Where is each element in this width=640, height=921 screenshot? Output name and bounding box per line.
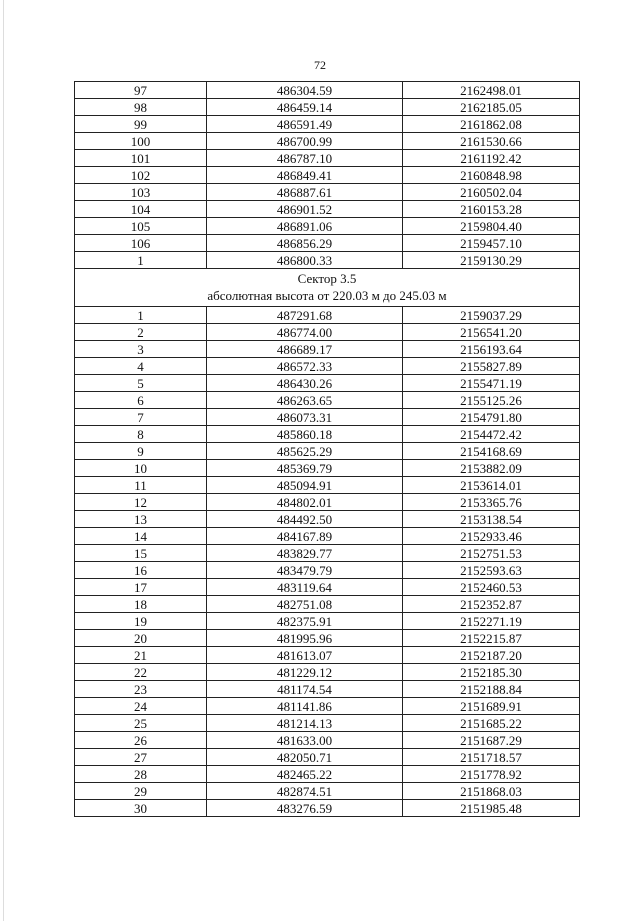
point-number-cell: 101 [75, 150, 207, 167]
point-number-cell: 19 [75, 613, 207, 630]
point-number-cell: 102 [75, 167, 207, 184]
table-row [75, 116, 580, 133]
table-row [75, 732, 580, 749]
y-coordinate-cell: 2154472.42 [403, 426, 580, 443]
sector-title: Сектор 3.5 [297, 271, 357, 286]
y-coordinate-cell: 2152751.53 [403, 545, 580, 562]
x-coordinate-cell: 485860.18 [207, 426, 403, 443]
x-coordinate-cell: 486073.31 [207, 409, 403, 426]
point-number-cell: 24 [75, 698, 207, 715]
table-row [75, 783, 580, 800]
x-coordinate-cell: 485625.29 [207, 443, 403, 460]
point-number-cell: 12 [75, 494, 207, 511]
y-coordinate-cell: 2152593.63 [403, 562, 580, 579]
point-number-cell: 11 [75, 477, 207, 494]
table-row [75, 341, 580, 358]
x-coordinate-cell: 485369.79 [207, 460, 403, 477]
x-coordinate-cell: 482375.91 [207, 613, 403, 630]
y-coordinate-cell: 2151778.92 [403, 766, 580, 783]
y-coordinate-cell: 2155471.19 [403, 375, 580, 392]
point-number-cell: 16 [75, 562, 207, 579]
y-coordinate-cell: 2161530.66 [403, 133, 580, 150]
y-coordinate-cell: 2152352.87 [403, 596, 580, 613]
x-coordinate-cell: 486459.14 [207, 99, 403, 116]
table-row [75, 613, 580, 630]
x-coordinate-cell: 487291.68 [207, 307, 403, 324]
table-row [75, 392, 580, 409]
table-row [75, 630, 580, 647]
table-row [75, 494, 580, 511]
point-number-cell: 28 [75, 766, 207, 783]
table-row [75, 184, 580, 201]
x-coordinate-cell: 483276.59 [207, 800, 403, 817]
x-coordinate-cell: 481995.96 [207, 630, 403, 647]
x-coordinate-cell: 486689.17 [207, 341, 403, 358]
y-coordinate-cell: 2156193.64 [403, 341, 580, 358]
y-coordinate-cell: 2159037.29 [403, 307, 580, 324]
table-row [75, 426, 580, 443]
x-coordinate-cell: 486774.00 [207, 324, 403, 341]
y-coordinate-cell: 2160153.28 [403, 201, 580, 218]
y-coordinate-cell: 2162498.01 [403, 82, 580, 99]
x-coordinate-cell: 483479.79 [207, 562, 403, 579]
y-coordinate-cell: 2152460.53 [403, 579, 580, 596]
point-number-cell: 98 [75, 99, 207, 116]
y-coordinate-cell: 2153614.01 [403, 477, 580, 494]
x-coordinate-cell: 483829.77 [207, 545, 403, 562]
x-coordinate-cell: 486856.29 [207, 235, 403, 252]
table-row [75, 218, 580, 235]
y-coordinate-cell: 2159130.29 [403, 252, 580, 269]
x-coordinate-cell: 486887.61 [207, 184, 403, 201]
coordinates-table [74, 81, 580, 817]
point-number-cell: 10 [75, 460, 207, 477]
point-number-cell: 6 [75, 392, 207, 409]
y-coordinate-cell: 2161192.42 [403, 150, 580, 167]
table-row [75, 749, 580, 766]
y-coordinate-cell: 2153882.09 [403, 460, 580, 477]
y-coordinate-cell: 2151687.29 [403, 732, 580, 749]
x-coordinate-cell: 481214.13 [207, 715, 403, 732]
x-coordinate-cell: 482050.71 [207, 749, 403, 766]
y-coordinate-cell: 2152215.87 [403, 630, 580, 647]
table-row [75, 409, 580, 426]
sector-subtitle: абсолютная высота от 220.03 м до 245.03 м [207, 288, 447, 303]
table-row [75, 324, 580, 341]
table-row [75, 82, 580, 99]
point-number-cell: 103 [75, 184, 207, 201]
y-coordinate-cell: 2151985.48 [403, 800, 580, 817]
x-coordinate-cell: 481633.00 [207, 732, 403, 749]
y-coordinate-cell: 2160502.04 [403, 184, 580, 201]
point-number-cell: 97 [75, 82, 207, 99]
x-coordinate-cell: 486304.59 [207, 82, 403, 99]
table-row [75, 307, 580, 324]
point-number-cell: 15 [75, 545, 207, 562]
table-row [75, 698, 580, 715]
y-coordinate-cell: 2152187.20 [403, 647, 580, 664]
point-number-cell: 13 [75, 511, 207, 528]
table-row [75, 664, 580, 681]
coordinates-group-b [75, 307, 580, 817]
x-coordinate-cell: 481141.86 [207, 698, 403, 715]
x-coordinate-cell: 481613.07 [207, 647, 403, 664]
table-row [75, 99, 580, 116]
point-number-cell: 99 [75, 116, 207, 133]
point-number-cell: 7 [75, 409, 207, 426]
y-coordinate-cell: 2154791.80 [403, 409, 580, 426]
point-number-cell: 1 [75, 307, 207, 324]
table-row [75, 375, 580, 392]
scan-edge [3, 0, 4, 921]
table-row [75, 358, 580, 375]
point-number-cell: 26 [75, 732, 207, 749]
x-coordinate-cell: 481174.54 [207, 681, 403, 698]
table-row [75, 460, 580, 477]
x-coordinate-cell: 484492.50 [207, 511, 403, 528]
x-coordinate-cell: 481229.12 [207, 664, 403, 681]
point-number-cell: 3 [75, 341, 207, 358]
x-coordinate-cell: 482874.51 [207, 783, 403, 800]
y-coordinate-cell: 2160848.98 [403, 167, 580, 184]
table-row [75, 562, 580, 579]
table-row [75, 647, 580, 664]
x-coordinate-cell: 486891.06 [207, 218, 403, 235]
x-coordinate-cell: 484167.89 [207, 528, 403, 545]
table-row [75, 681, 580, 698]
table-row [75, 715, 580, 732]
page-number: 72 [314, 58, 326, 72]
point-number-cell: 104 [75, 201, 207, 218]
point-number-cell: 25 [75, 715, 207, 732]
point-number-cell: 23 [75, 681, 207, 698]
y-coordinate-cell: 2152933.46 [403, 528, 580, 545]
table-row [75, 133, 580, 150]
x-coordinate-cell: 486430.26 [207, 375, 403, 392]
table-row [75, 579, 580, 596]
x-coordinate-cell: 482465.22 [207, 766, 403, 783]
table-row [75, 766, 580, 783]
point-number-cell: 29 [75, 783, 207, 800]
y-coordinate-cell: 2153138.54 [403, 511, 580, 528]
x-coordinate-cell: 486591.49 [207, 116, 403, 133]
point-number-cell: 21 [75, 647, 207, 664]
point-number-cell: 9 [75, 443, 207, 460]
point-number-cell: 100 [75, 133, 207, 150]
table-row [75, 528, 580, 545]
x-coordinate-cell: 482751.08 [207, 596, 403, 613]
y-coordinate-cell: 2151689.91 [403, 698, 580, 715]
point-number-cell: 14 [75, 528, 207, 545]
x-coordinate-cell: 486849.41 [207, 167, 403, 184]
x-coordinate-cell: 486787.10 [207, 150, 403, 167]
y-coordinate-cell: 2159457.10 [403, 235, 580, 252]
point-number-cell: 27 [75, 749, 207, 766]
y-coordinate-cell: 2159804.40 [403, 218, 580, 235]
point-number-cell: 106 [75, 235, 207, 252]
y-coordinate-cell: 2161862.08 [403, 116, 580, 133]
point-number-cell: 30 [75, 800, 207, 817]
table-row [75, 800, 580, 817]
table-row [75, 252, 580, 269]
point-number-cell: 18 [75, 596, 207, 613]
point-number-cell: 22 [75, 664, 207, 681]
y-coordinate-cell: 2162185.05 [403, 99, 580, 116]
table-row [75, 477, 580, 494]
y-coordinate-cell: 2152185.30 [403, 664, 580, 681]
table-row [75, 167, 580, 184]
table-row [75, 443, 580, 460]
x-coordinate-cell: 486901.52 [207, 201, 403, 218]
y-coordinate-cell: 2152271.19 [403, 613, 580, 630]
table-row [75, 545, 580, 562]
x-coordinate-cell: 486700.99 [207, 133, 403, 150]
y-coordinate-cell: 2151685.22 [403, 715, 580, 732]
y-coordinate-cell: 2152188.84 [403, 681, 580, 698]
point-number-cell: 1 [75, 252, 207, 269]
y-coordinate-cell: 2151868.03 [403, 783, 580, 800]
y-coordinate-cell: 2151718.57 [403, 749, 580, 766]
point-number-cell: 105 [75, 218, 207, 235]
x-coordinate-cell: 486800.33 [207, 252, 403, 269]
sector-header-cell [75, 269, 580, 307]
point-number-cell: 2 [75, 324, 207, 341]
table-row [75, 201, 580, 218]
point-number-cell: 5 [75, 375, 207, 392]
point-number-cell: 20 [75, 630, 207, 647]
x-coordinate-cell: 486572.33 [207, 358, 403, 375]
point-number-cell: 8 [75, 426, 207, 443]
y-coordinate-cell: 2153365.76 [403, 494, 580, 511]
y-coordinate-cell: 2155827.89 [403, 358, 580, 375]
table-row [75, 596, 580, 613]
table-row [75, 235, 580, 252]
sector-header-group [75, 269, 580, 307]
table-row [75, 150, 580, 167]
point-number-cell: 4 [75, 358, 207, 375]
table-row [75, 511, 580, 528]
x-coordinate-cell: 483119.64 [207, 579, 403, 596]
x-coordinate-cell: 486263.65 [207, 392, 403, 409]
x-coordinate-cell: 485094.91 [207, 477, 403, 494]
y-coordinate-cell: 2154168.69 [403, 443, 580, 460]
coordinates-group-a [75, 82, 580, 269]
point-number-cell: 17 [75, 579, 207, 596]
y-coordinate-cell: 2156541.20 [403, 324, 580, 341]
y-coordinate-cell: 2155125.26 [403, 392, 580, 409]
x-coordinate-cell: 484802.01 [207, 494, 403, 511]
sector-header-row [75, 269, 580, 307]
